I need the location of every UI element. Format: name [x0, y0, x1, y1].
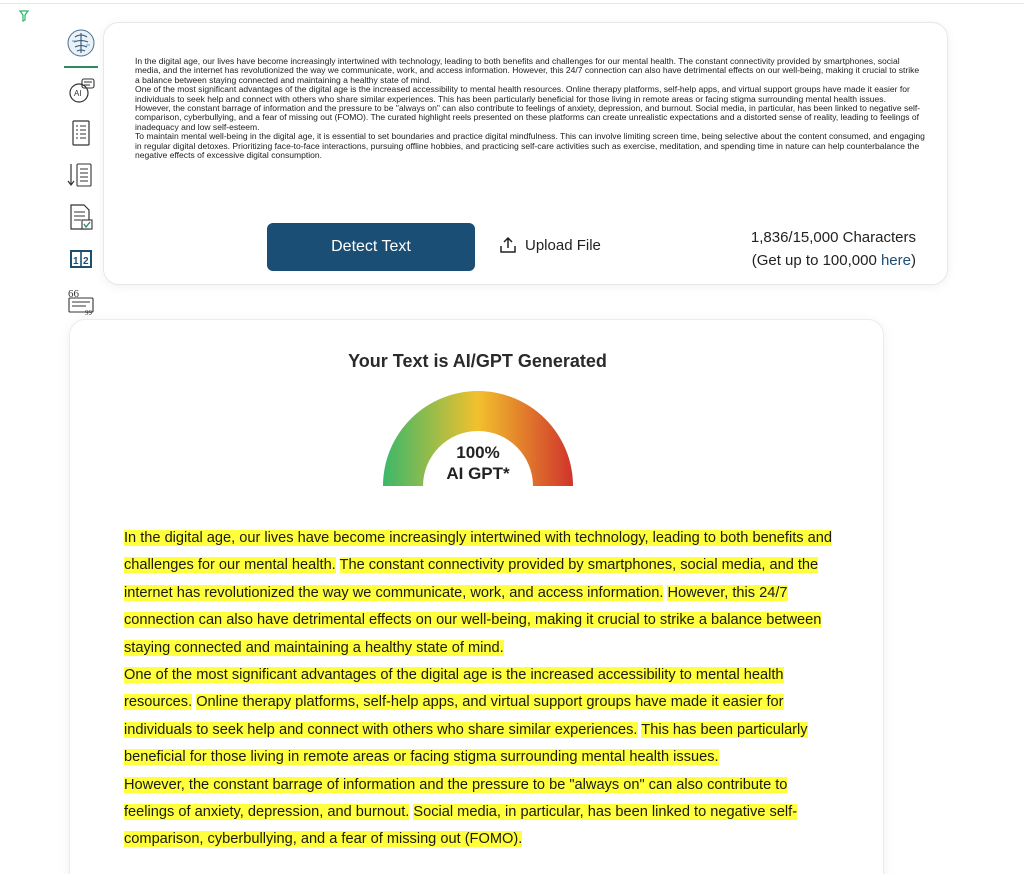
sort-list-icon [66, 160, 96, 190]
character-counter [751, 226, 916, 272]
input-paragraph: However, the constant barrage of information and the pressure to be "always on" can also contribute to feelings of anxiety, depression, and burnout. Social media, in particular, has been linked to negative self-comparison, cyberbullying, and a fear of missing out (FOMO). The curated highlight reels presented on these platforms can create unrealistic expectations and a distorted sense of reality, leading to feelings of inadequacy and low self-esteem. [135, 103, 921, 132]
svg-text:1: 1 [73, 256, 79, 267]
sidebar-item-citation[interactable] [64, 286, 98, 320]
sidebar-item-ai-chat[interactable] [64, 76, 98, 110]
sidebar-item-checker[interactable] [64, 202, 98, 236]
limit-note-suffix: ) [911, 252, 916, 269]
svg-text:AI: AI [74, 89, 82, 98]
number-compare-icon [66, 244, 96, 274]
text-input-card [103, 22, 948, 285]
result-paragraph [124, 662, 834, 772]
upload-file-button[interactable] [499, 232, 601, 258]
character-limit-note [751, 249, 916, 272]
text-input-area[interactable] [135, 57, 925, 217]
highlighted-sentence: The constant connectivity provided by smartphones, social media, and the internet has revolutionized the way we communicate, work, and access information. [124, 557, 819, 601]
sidebar-item-sorter[interactable] [64, 160, 98, 194]
svg-text:2: 2 [83, 256, 89, 267]
svg-text:99: 99 [85, 309, 92, 316]
svg-text:66: 66 [68, 288, 79, 300]
sidebar-item-ai-detector[interactable] [64, 28, 98, 68]
document-list-icon [66, 118, 96, 148]
upload-icon [499, 236, 517, 254]
sidebar-item-plagiarism[interactable] [64, 118, 98, 152]
highlighted-sentence: One of the most significant advantages of the digital age is the increased accessibility to mental health resources. [124, 667, 784, 711]
gauge-readout [382, 442, 574, 484]
result-card [69, 319, 884, 874]
quote-icon [66, 286, 96, 316]
input-paragraph: To maintain mental well-being in the digital age, it is essential to set boundaries and practice digital mindfulness. This can involve limiting screen time, being selective about the content consumed, and engaging in regular digital detoxes. Prioritizing face-to-face interactions, pursuing offline hobbies, and practicing self-care activities such as exercise, meditation, and spending time in nature can help counterbalance the negative effects of excessive digital consumption. [135, 131, 925, 161]
ai-percentage: 100% [456, 443, 500, 462]
brain-icon [66, 28, 96, 58]
highlighted-sentence: Online therapy platforms, self-help apps, and virtual support groups have made it easier for individuals to seek help and connect with others who share similar experiences. [124, 694, 784, 738]
result-paragraph [124, 525, 834, 662]
character-count-text: 1,836/15,000 Characters [750, 229, 916, 246]
highlighted-sentence: However, this 24/7 connection can also have detrimental effects on our well-being, making it crucial to strike a balance between staying connected and maintaining a healthy state of mind. [124, 584, 822, 656]
result-paragraph [124, 772, 834, 854]
limit-note-text: (Get up to 100,000 [751, 252, 881, 269]
tool-sidebar [64, 26, 104, 328]
sidebar-item-compare[interactable] [64, 244, 98, 278]
filter-icon [19, 10, 29, 22]
upgrade-link[interactable]: here [880, 252, 911, 269]
top-border [0, 0, 1024, 4]
upload-file-label: Upload File [525, 236, 601, 254]
detect-text-button[interactable]: Detect Text [267, 223, 475, 271]
highlighted-result-text [124, 525, 834, 854]
document-check-icon [66, 202, 96, 232]
highlighted-sentence: Social media, in particular, has been linked to negative self-comparison, cyberbullying, and a fear of missing out (FOMO). [124, 804, 798, 848]
result-title: Your Text is AI/GPT Generated [348, 351, 607, 371]
highlighted-sentence: This has been particularly beneficial for those living in remote areas or facing stigma surrounding mental health issues. [124, 721, 808, 766]
ai-label: AI GPT* [446, 464, 510, 483]
highlighted-sentence: In the digital age, our lives have become increasingly intertwined with technology, leading to both benefits and challenges for our mental health. [124, 530, 832, 574]
highlighted-sentence: However, the constant barrage of information and the pressure to be "always on" can also contribute to feelings of anxiety, depression, and burnout. [124, 776, 788, 821]
input-paragraph: One of the most significant advantages of the digital age is the increased accessibility to mental health resources. Online therapy platforms, self-help apps, and virtual support groups have made it easier for individuals to seek help and connect with others who share similar experiences. This has been particularly beneficial for those living in remote areas or facing stigma surrounding mental health issues. [135, 84, 910, 104]
ai-chat-icon [66, 76, 96, 106]
input-paragraph: In the digital age, our lives have become increasingly intertwined with technology, leading to both benefits and challenges for our mental health. The constant connectivity provided by smartphones, social media, and the internet has revolutionized the way we communicate, work, and access information. However, this 24/7 connection can also have detrimental effects on our well-being, making it crucial to strike a balance between staying connected and maintaining a healthy state of mind. [135, 57, 920, 85]
